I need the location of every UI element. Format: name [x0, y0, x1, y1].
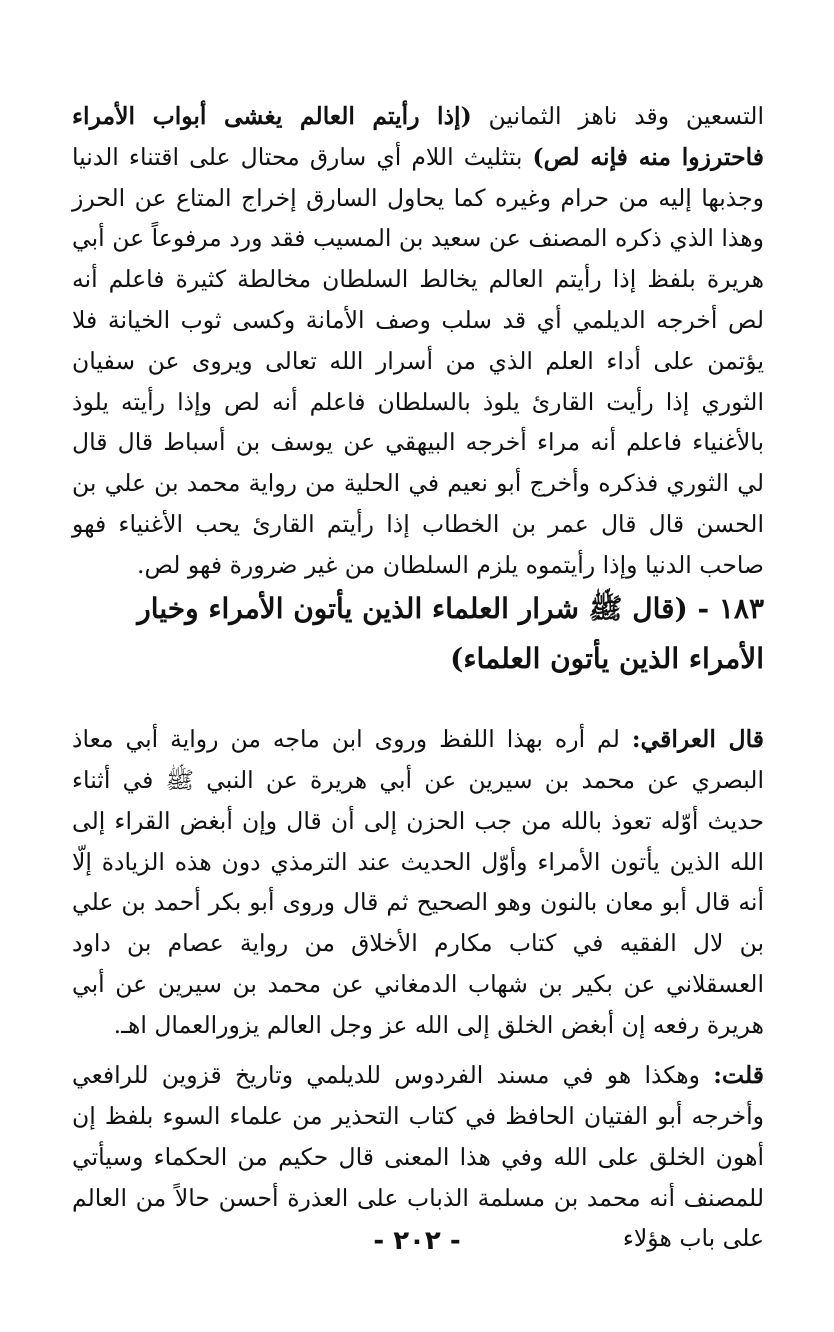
qultu-label: قلت:	[713, 1061, 764, 1090]
qultu-text: وهكذا هو في مسند الفردوس للديلمي وتاريخ قزوين للرافعي وأخرجه أبو الفتيان الحافظ في كتاب التحذير من علماء السوء بلفظ إن أهون الخلق على الله وفي هذا المعنى قال حكيم من الحكماء وسيأتي للمصنف أنه محمد بن مسلمة الذباب على العذرة أحسن حالاً من العالم على باب هؤلاء	[72, 1061, 764, 1253]
hadith-quote: (إذا رأيتم العالم يغشى أبواب الأمراء فاحترزوا منه فإنه لص)	[72, 102, 764, 171]
intro-text: التسعين وقد ناهز الثمانين	[471, 102, 764, 130]
paragraph-iraqi	[72, 719, 764, 1041]
commentary-text: بتثليث اللام أي سارق محتال على اقتناء الدنيا وجذبها إليه من حرام وغيره كما يحاول السارق إخراج المتاع عن الحرز وهذا الذي ذكره المصنف عن سعيد بن المسيب فقد ورد مرفوعاً عن أبي هريرة بلفظ إذا رأيتم العالم يخالط السلطان مخالطة كثيرة فاعلم أنه لص أخرجه الديلمي أي قد سلب وصف الأمانة وكسى ثوب الخيانة فلا يؤتمن على أداء العلم الذي من أسرار الله تعالى ويروى عن سفيان الثوري إذا رأيت القارئ يلوذ بالسلطان فاعلم أنه لص وإذا رأيته يلوذ بالأغنياء فاعلم أنه مراء أخرجه البيهقي عن يوسف بن أسباط قال قال لي الثوري فذكره وأخرج أبو نعيم في الحلية من رواية محمد بن علي بن الحسن قال قال عمر بن الخطاب إذا رأيتم القارئ يحب الأغنياء فهو صاحب الدنيا وإذا رأيتموه يلزم السلطان من غير ضرورة فهو لص.	[72, 142, 764, 579]
iraqi-label: قال العراقي:	[631, 725, 764, 754]
hadith-heading: ١٨٣ - (قال ﷺ شرار العلماء الذين يأتون الأمراء وخيار الأمراء الذين يأتون العلماء)	[137, 592, 764, 675]
paragraph-continuation	[72, 96, 764, 579]
iraqi-text: لم أره بهذا اللفظ وروى ابن ماجه من رواية أبي معاذ البصري عن محمد بن سيرين عن أبي هريرة عن النبي ﷺ في أثناء حديث أوّله تعوذ بالله من جب الحزن إلى أن قال وإن أبغض القراء إلى الله الذين يأتون الأمراء وأوّل الحديث عند الترمذي دون هذه الزيادة إلّا أنه قال أبو معان بالنون وهو الصحيح ثم قال وروى أبو بكر أحمد بن علي بن لال الفقيه في كتاب مكارم الأخلاق من رواية عصام بن داود العسقلاني عن بكير بن شهاب الدمغاني عن محمد بن سيرين عن أبي هريرة رفعه إن أبغض الخلق إلى الله عز وجل العالم يزورالعمال اهـ.	[72, 725, 764, 1039]
page-number: - ٢٠٢ -	[373, 1226, 461, 1256]
